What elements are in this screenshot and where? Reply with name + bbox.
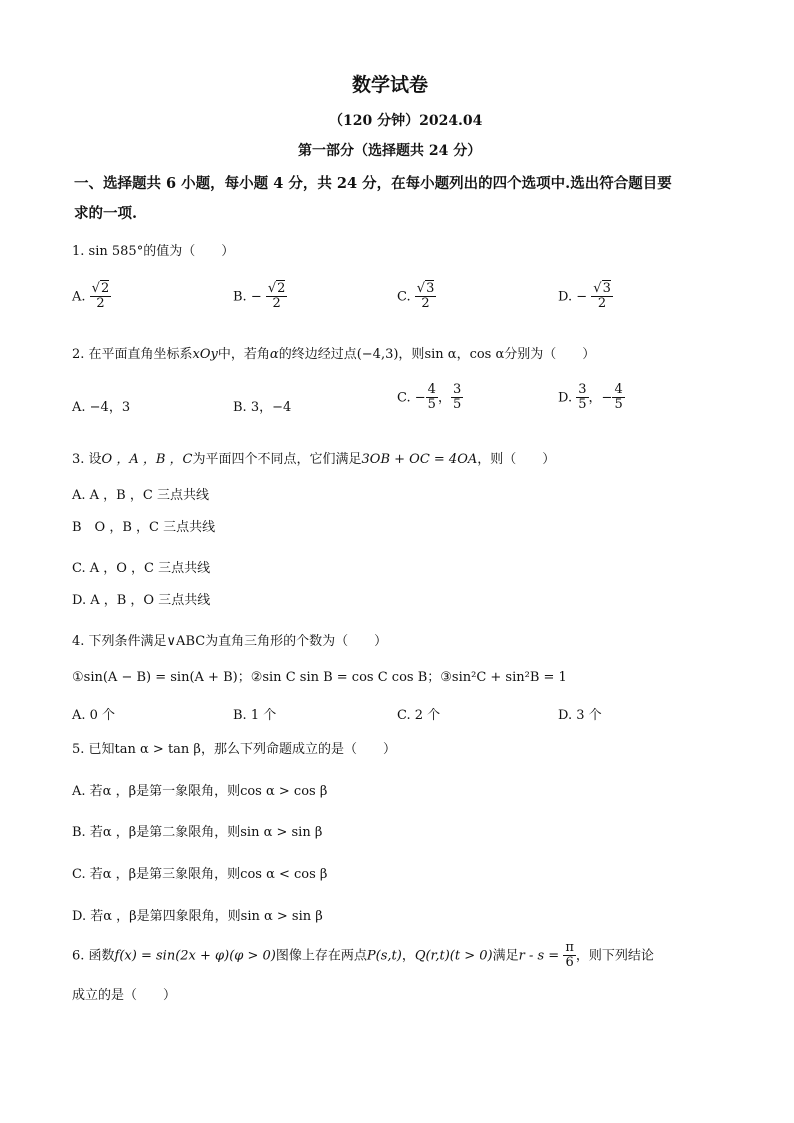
stem-text: 6. 函数	[72, 948, 115, 964]
fraction	[426, 383, 438, 413]
q1-option-a	[72, 282, 111, 312]
question-1-stem	[72, 240, 234, 259]
vector-equation: 3OB + OC = 4OA	[361, 452, 478, 467]
q2-option-c	[397, 383, 463, 413]
math-alpha: α	[269, 347, 279, 362]
q4-option-b: B. 1 个	[233, 708, 277, 723]
denominator: 2	[597, 296, 607, 312]
option-sign: −	[414, 390, 426, 406]
denominator: 6	[565, 955, 574, 971]
stem-text: ，则下列结论	[575, 948, 654, 964]
q1-option-c	[397, 282, 436, 312]
q5-option-a: A. 若α ，β是第一象限角，则cos α > cos β	[72, 784, 328, 799]
radicand: 2	[100, 281, 110, 296]
radicand: 3	[602, 281, 611, 296]
sqrt-icon: √3	[593, 281, 611, 296]
separator: ，	[437, 390, 451, 406]
numerator: 4	[614, 382, 623, 397]
fraction	[591, 282, 613, 312]
question-5-stem: 5. 已知tan α > tan β，那么下列命题成立的是（ ）	[72, 742, 396, 757]
option-label: B.	[233, 289, 247, 305]
exam-title: 数学试卷	[352, 74, 429, 96]
sqrt-icon: √2	[267, 281, 286, 296]
question-3-stem	[72, 448, 555, 467]
q4-option-a: A. 0 个	[72, 708, 116, 723]
denominator: 2	[96, 296, 105, 312]
option-sign: −	[250, 289, 262, 305]
math-function: f(x) = sin(2x + φ)(φ > 0)	[114, 948, 276, 964]
separator: ，	[588, 390, 602, 406]
question-6-line2: 成立的是（ ）	[72, 988, 177, 1003]
question-4-stem: 4. 下列条件满足∨ABC为直角三角形的个数为（ ）	[72, 634, 388, 649]
stem-text: 中，若角	[217, 347, 270, 362]
question-tail: 的值为（ ）	[143, 244, 235, 259]
option-sign: −	[576, 289, 588, 305]
q1-option-d	[558, 282, 613, 312]
question-number: 1.	[72, 244, 85, 259]
q3-option-a: A. A ，B ，C 三点共线	[72, 488, 209, 503]
option-label: C.	[397, 390, 411, 406]
q5-option-d: D. 若α ，β是第四象限角，则sin α > sin β	[72, 909, 323, 924]
math-point-p: P(s,t)	[366, 948, 402, 964]
q2-option-b: B. 3，−4	[233, 400, 292, 415]
option-label: A.	[72, 289, 86, 305]
question-4-conditions: ①sin(A − B) = sin(A + B)；②sin C sin B = cos C cos B；③sin²C + sin²B = 1	[72, 670, 567, 685]
fraction	[415, 282, 437, 312]
question-2-stem	[72, 343, 595, 362]
numerator: 3	[578, 382, 587, 397]
stem-text: ，则（ ）	[477, 452, 556, 467]
stem-text: 的终边经过点	[278, 347, 357, 362]
stem-text: 3. 设	[72, 452, 102, 467]
separator: ，	[456, 347, 470, 362]
stem-text: 分别为（ ）	[504, 347, 596, 362]
option-label: D.	[558, 390, 573, 406]
stem-text: 2. 在平面直角坐标系	[72, 347, 193, 362]
fraction	[563, 941, 576, 971]
denominator: 5	[452, 397, 462, 413]
stem-text: 为平面四个不同点，它们满足	[192, 452, 362, 467]
numerator: 4	[427, 382, 436, 397]
radicand: 2	[277, 281, 286, 296]
sqrt-icon: √2	[91, 281, 110, 296]
fraction	[266, 282, 288, 312]
section-instructions-line2: 求的一项.	[74, 205, 138, 222]
denominator: 5	[614, 397, 623, 413]
math-point-q: Q(r,t)(t > 0)	[414, 948, 493, 964]
sqrt-icon: √3	[416, 281, 435, 296]
stem-text: ，则	[398, 347, 425, 362]
q5-option-c: C. 若α ，β是第三象限角，则cos α < cos β	[72, 867, 328, 882]
denominator: 5	[578, 397, 587, 413]
numerator: π	[565, 940, 574, 955]
math-expression: sin 585°	[88, 244, 144, 259]
separator: ，	[401, 948, 415, 964]
q2-option-d	[558, 383, 625, 413]
fraction	[451, 383, 463, 413]
option-label: C.	[397, 289, 411, 305]
math-xoy: xOy	[192, 347, 218, 362]
q3-option-d: D. A ，B ，O 三点共线	[72, 593, 211, 608]
stem-text: 图像上存在两点	[275, 948, 367, 964]
math-condition: r - s =	[518, 948, 560, 964]
fraction	[576, 383, 588, 413]
math-point: (−4,3)	[356, 347, 399, 362]
stem-text: 满足	[492, 948, 519, 964]
option-sign: −	[601, 390, 613, 406]
fraction	[90, 282, 112, 312]
part-title: 第一部分（选择题共 24 分）	[298, 143, 482, 159]
question-6-stem	[72, 941, 654, 971]
q3-option-b: B O ，B ，C 三点共线	[72, 520, 216, 535]
denominator: 5	[427, 397, 436, 413]
math-sin: sin α	[424, 347, 457, 362]
q1-option-b	[233, 282, 287, 312]
section-instructions-line1: 一、选择题共 6 小题，每小题 4 分，共 24 分，在每小题列出的四个选项中.选出符合题目要	[74, 175, 672, 192]
denominator: 2	[272, 296, 281, 312]
q4-option-c: C. 2 个	[397, 708, 441, 723]
q3-option-c: C. A ，O ，C 三点共线	[72, 561, 211, 576]
denominator: 2	[421, 296, 430, 312]
q4-option-d: D. 3 个	[558, 708, 602, 723]
numerator: 3	[452, 382, 462, 397]
q2-option-a: A. −4，3	[72, 400, 131, 415]
option-label: D.	[558, 289, 573, 305]
math-points: O ，A ，B ，C	[101, 452, 193, 467]
radicand: 3	[426, 281, 435, 296]
fraction	[612, 383, 624, 413]
q5-option-b: B. 若α ，β是第二象限角，则sin α > sin β	[72, 825, 323, 840]
exam-time: （120 分钟）2024.04	[329, 113, 483, 129]
math-cos: cos α	[469, 347, 505, 362]
